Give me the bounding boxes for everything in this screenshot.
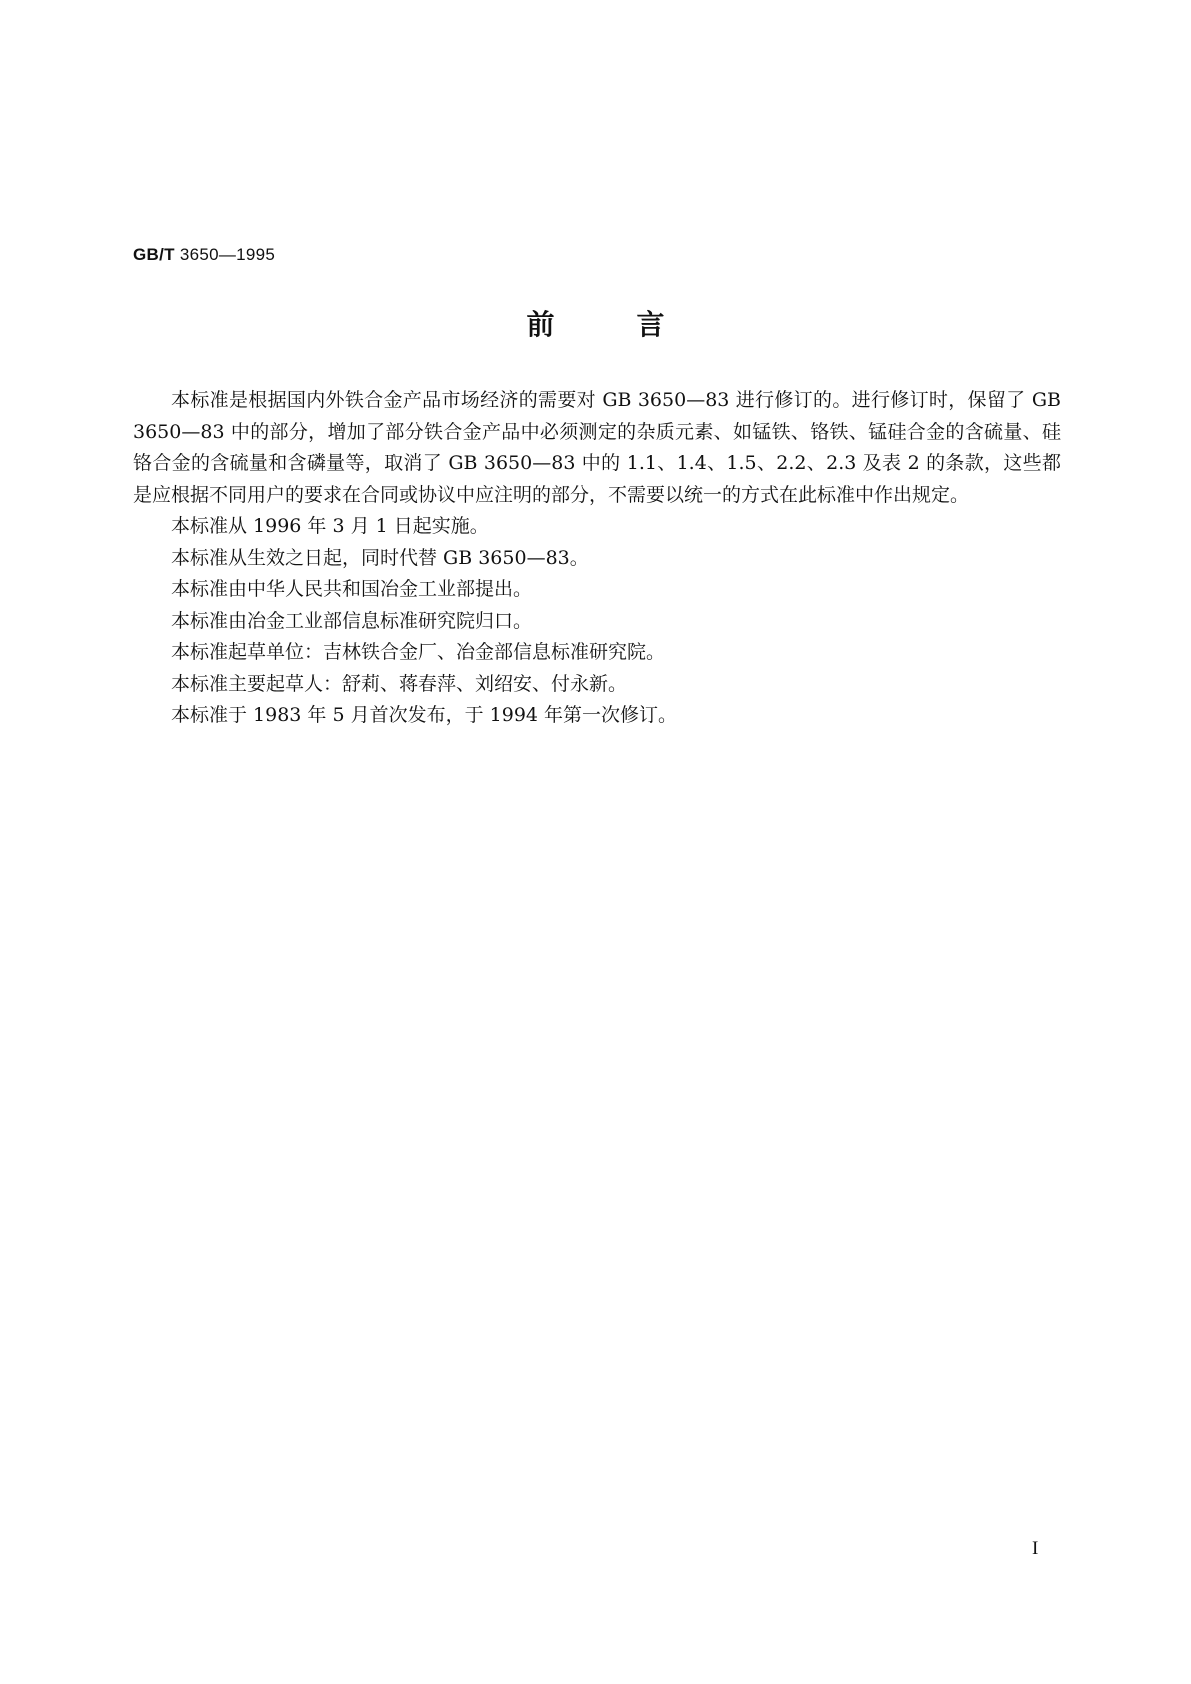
page-title (0, 305, 1191, 345)
foreword-paragraph-proposed-by: 本标准由中华人民共和国冶金工业部提出。 (171, 578, 533, 600)
page-title-char-2: 言 (636, 308, 665, 341)
foreword-paragraph-history: 本标准于 1983 年 5 月首次发布，于 1994 年第一次修订。 (171, 704, 678, 726)
foreword-paragraph-administered-by: 本标准由冶金工业部信息标准研究院归口。 (171, 609, 533, 632)
foreword-paragraph-drafting-units: 本标准起草单位：吉林铁合金厂、冶金部信息标准研究院。 (171, 641, 666, 663)
foreword-paragraph-revision: 本标准是根据国内外铁合金产品市场经济的需要对 GB 3650—83 进行修订的。进行修订时，保留了 GB 3650—83 中的部分，增加了部分铁合金产品中必须测定的杂质元素、如锰铁、铬铁、锰硅合金的含硫量、硅铬合金的含硫量和含磷量等，取消了 GB 3650—83 中的 1.1、1.4、1.5、2.2、2.3 及表 2 的条款，这些都是应根据不同用户的要求在合同或协议中应注明的部分，不需要以统一的方式在此标准中作出规定。 (133, 389, 1061, 506)
foreword-paragraph-drafters: 本标准主要起草人：舒莉、蒋春萍、刘绍安、付永新。 (171, 672, 628, 695)
standard-code (133, 245, 275, 265)
foreword-paragraph-replaces: 本标准从生效之日起，同时代替 GB 3650—83。 (171, 546, 589, 569)
page-title-char-1: 前 (526, 308, 555, 341)
standard-code-number: 3650—1995 (179, 245, 276, 264)
foreword-paragraph-effective-date: 本标准从 1996 年 3 月 1 日起实施。 (171, 515, 489, 537)
foreword-body (133, 385, 1061, 732)
page-number: I (1032, 1538, 1039, 1559)
standard-code-prefix: GB/T (133, 245, 175, 264)
